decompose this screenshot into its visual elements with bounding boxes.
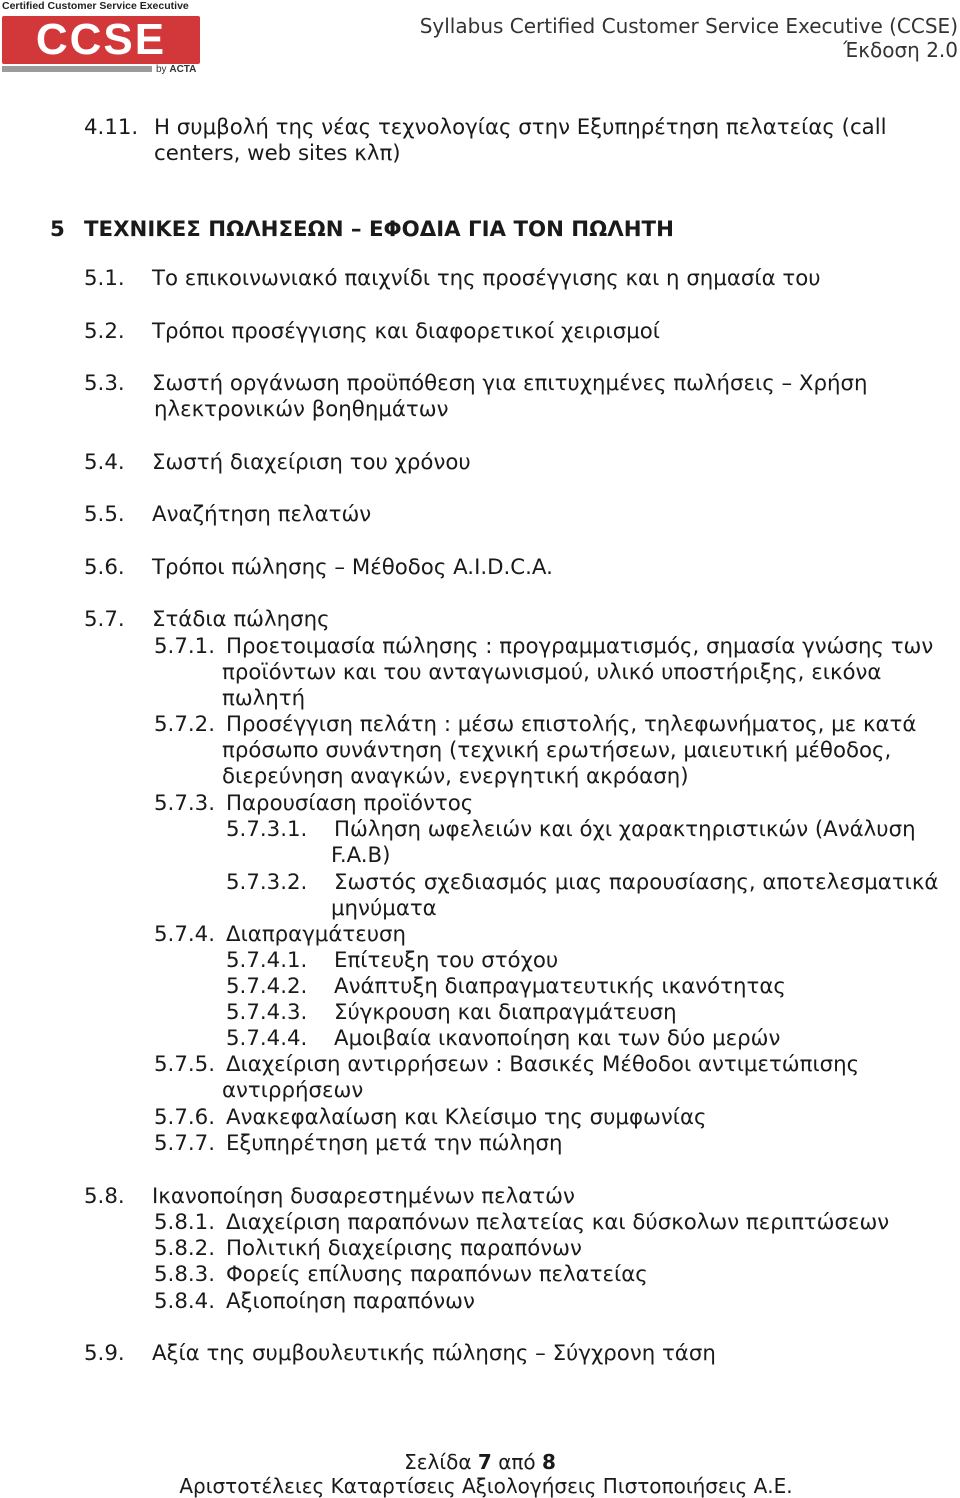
item-number: 5.7.4. (154, 922, 215, 947)
item-number: 5.7.2. (154, 712, 215, 737)
item-number: 4.11. (84, 115, 139, 140)
item-text: Το επικοινωνιακό παιχνίδι της προσέγγισης και η σημασία του (152, 266, 821, 291)
header-edition: Έκδοση 2.0 (843, 38, 958, 62)
item-text: Διαπραγμάτευση (226, 922, 407, 947)
page-current: 7 (477, 1450, 492, 1474)
item-number: 5.8.4. (154, 1289, 215, 1314)
item-number: 5.7.4.1. (226, 948, 308, 973)
item-number: 5.7.3.1. (226, 817, 308, 842)
page-separator: από (498, 1450, 536, 1474)
item-text: Αξία της συμβουλευτικής πώλησης – Σύγχρονη τάση (152, 1341, 716, 1366)
item-text: Αμοιβαία ικανοποίηση και των δύο μερών (334, 1026, 781, 1051)
item-text: Φορείς επίλυσης παραπόνων πελατείας (226, 1262, 648, 1287)
item-number: 5.6. (84, 555, 125, 580)
item-number: 5.8.3. (154, 1262, 215, 1287)
ccse-logo (2, 0, 202, 78)
item-text-line3: διερεύνηση αναγκών, ενεργητική ακρόαση) (222, 764, 689, 789)
item-number: 5.8. (84, 1184, 125, 1209)
item-text-line1: Πώληση ωφελειών και όχι χαρακτηριστικών (Ανάλυση (334, 817, 916, 842)
item-text-line2: αντιρρήσεων (222, 1078, 364, 1103)
page-number (0, 1450, 960, 1474)
item-number: 5.7.6. (154, 1105, 215, 1130)
item-number: 5.5. (84, 502, 125, 527)
item-number: 5.7.5. (154, 1052, 215, 1077)
item-number: 5.7.4.2. (226, 974, 308, 999)
item-text-line1: Η συμβολή της νέας τεχνολογίας στην Εξυπηρέτηση πελατείας (call (154, 115, 887, 140)
item-text-line2: ηλεκτρονικών βοηθημάτων (154, 397, 449, 422)
item-text-line1: Προσέγγιση πελάτη : μέσω επιστολής, τηλεφωνήματος, με κατά (226, 712, 917, 737)
item-text-line2: μηνύματα (331, 896, 437, 921)
item-text: Ανακεφαλαίωση και Κλείσιμο της συμφωνίας (226, 1105, 707, 1130)
item-text: Τρόποι προσέγγισης και διαφορετικοί χειρισμοί (152, 319, 661, 344)
item-number: 5.2. (84, 319, 125, 344)
footer-company: Αριστοτέλειες Καταρτίσεις Αξιολογήσεις Πιστοποιήσεις Α.Ε. (179, 1474, 793, 1498)
item-number: 5.3. (84, 371, 125, 396)
item-text: Εξυπηρέτηση μετά την πώληση (226, 1131, 563, 1156)
item-text-line3: πωλητή (222, 686, 306, 711)
item-text: Σωστή διαχείριση του χρόνου (152, 450, 471, 475)
logo-by-word: by (156, 64, 167, 75)
item-text-line2: πρόσωπο συνάντηση (τεχνική ερωτήσεων, μαιευτική μέθοδος, (222, 738, 892, 763)
item-number: 5.7.4.3. (226, 1000, 308, 1025)
item-number: 5.8.1. (154, 1210, 215, 1235)
chapter-title: ΤΕΧΝΙΚΕΣ ΠΩΛΗΣΕΩΝ – ΕΦΟΔΙΑ ΓΙΑ ΤΟΝ ΠΩΛΗΤΗ (84, 217, 674, 242)
item-text: Ικανοποίηση δυσαρεστημένων πελατών (152, 1184, 575, 1209)
item-number: 5.7.3.2. (226, 870, 308, 895)
chapter-number: 5 (50, 217, 65, 242)
item-text: Στάδια πώλησης (152, 607, 330, 632)
item-number: 5.7.7. (154, 1131, 215, 1156)
logo-letters: CCSE (35, 15, 167, 64)
item-text-line2: centers, web sites κλπ) (154, 141, 401, 166)
item-text-line1: Διαχείριση αντιρρήσεων : Βασικές Μέθοδοι αντιμετώπισης (226, 1052, 860, 1077)
page-total: 8 (542, 1450, 556, 1474)
item-number: 5.4. (84, 450, 125, 475)
item-number: 5.7.1. (154, 634, 215, 659)
logo-box (2, 16, 200, 64)
logo-brand: ACTA (169, 64, 197, 75)
item-text: Επίτευξη του στόχου (334, 948, 559, 973)
item-text: Παρουσίαση προϊόντος (226, 791, 474, 816)
page-prefix: Σελίδα (404, 1450, 472, 1474)
item-number: 5.7. (84, 607, 125, 632)
item-text: Τρόποι πώλησης – Μέθοδος A.I.D.C.A. (152, 555, 553, 580)
logo-tagline: Certified Customer Service Executive (2, 0, 189, 12)
item-text-line1: Σωστός σχεδιασμός μιας παρουσίασης, αποτελεσματικά (334, 870, 939, 895)
logo-bar (2, 66, 152, 72)
item-text: Ανάπτυξη διαπραγματευτικής ικανότητας (334, 974, 786, 999)
item-number: 5.1. (84, 266, 125, 291)
logo-by-acta (156, 64, 196, 75)
item-text-line2: προϊόντων και του ανταγωνισμού, υλικό υποστήριξης, εικόνα (222, 660, 882, 685)
item-number: 5.8.2. (154, 1236, 215, 1261)
item-text: Διαχείριση παραπόνων πελατείας και δύσκολων περιπτώσεων (226, 1210, 890, 1235)
item-number: 5.7.4.4. (226, 1026, 308, 1051)
item-text: Αναζήτηση πελατών (152, 502, 372, 527)
header-title: Syllabus Certified Customer Service Executive (CCSE) (419, 14, 958, 38)
item-text-line1: Προετοιμασία πώλησης : προγραμματισμός, σημασία γνώσης των (226, 634, 934, 659)
item-text: Σύγκρουση και διαπραγμάτευση (334, 1000, 677, 1025)
item-number: 5.9. (84, 1341, 125, 1366)
item-text-line2: F.A.B) (331, 843, 391, 868)
item-text: Αξιοποίηση παραπόνων (226, 1289, 475, 1314)
item-text-line1: Σωστή οργάνωση προϋπόθεση για επιτυχημένες πωλήσεις – Χρήση (152, 371, 868, 396)
item-text: Πολιτική διαχείρισης παραπόνων (226, 1236, 582, 1261)
item-number: 5.7.3. (154, 791, 215, 816)
